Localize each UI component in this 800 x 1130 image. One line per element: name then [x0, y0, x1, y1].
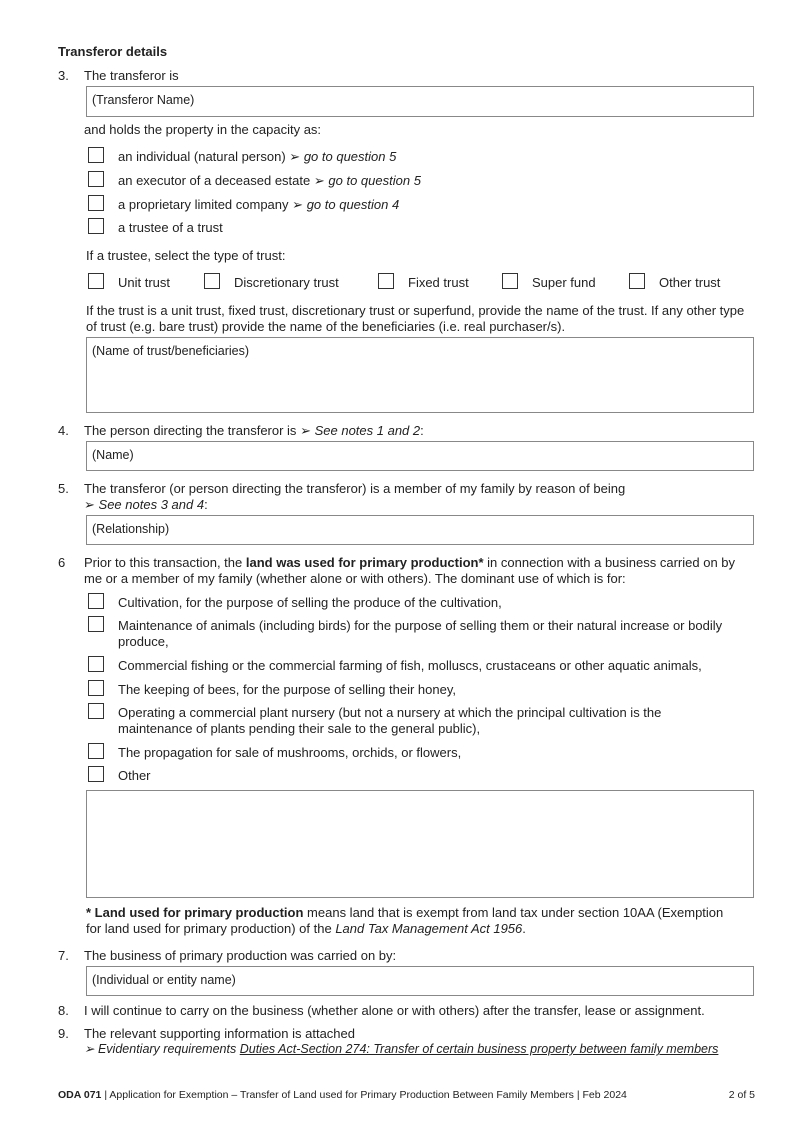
use-propagation-label: The propagation for sale of mushrooms, orchids, or flowers,: [118, 745, 462, 760]
use-other-label: Other: [118, 768, 151, 783]
trust-other-label: Other trust: [659, 275, 721, 290]
use-fishing-label: Commercial fishing or the commercial farming of fish, molluscs, crustaceans or other aquatic animals,: [118, 658, 702, 673]
capacity-text: and holds the property in the capacity as:: [84, 122, 322, 137]
use-animals-checkbox[interactable]: [88, 616, 104, 632]
other-use-field[interactable]: [86, 790, 754, 898]
use-bees-checkbox[interactable]: [88, 680, 104, 696]
use-animals-label: Maintenance of animals (including birds) for the purpose of selling them or their natural increase or bodily produce,: [118, 618, 723, 650]
capacity-trustee-label: a trustee of a trust: [118, 220, 223, 235]
use-cultivation-checkbox[interactable]: [88, 593, 104, 609]
trust-name-placeholder: (Name of trust/beneficiaries): [92, 344, 250, 358]
use-nursery-label: Operating a commercial plant nursery (but not a nursery at which the principal cultivation is the maintenance of plants pending their sale to the general public),: [118, 705, 662, 737]
arrow-icon: ➢: [292, 197, 304, 212]
capacity-company-checkbox[interactable]: [88, 195, 104, 211]
trust-type-prompt: If a trustee, select the type of trust:: [86, 248, 286, 263]
use-other-checkbox[interactable]: [88, 766, 104, 782]
form-title: Application for Exemption – Transfer of Land used for Primary Production Between Family Members: [109, 1089, 574, 1101]
transferor-name-field[interactable]: [86, 86, 754, 117]
business-operator-placeholder: (Individual or entity name): [92, 973, 236, 987]
capacity-company-label: a proprietary limited company ➢ go to question 4: [118, 197, 400, 212]
q9-text: The relevant supporting information is attached ➢ Evidentiary requirements Duties Act-Section 274: Transfer of certain business property between family members: [84, 1026, 719, 1057]
capacity-individual-checkbox[interactable]: [88, 147, 104, 163]
trust-name-prompt: If the trust is a unit trust, fixed trust, discretionary trust or superfund, provide the name of the trust. If any other type of trust (e.g. bare trust) provide the name of the beneficiaries (i.e. real purchaser/s).: [86, 303, 745, 335]
q3-number: 3.: [58, 68, 69, 83]
relationship-field[interactable]: [86, 515, 754, 545]
directing-person-placeholder: (Name): [92, 448, 134, 462]
q7-number: 7.: [58, 948, 69, 963]
trust-unit-label: Unit trust: [118, 275, 171, 290]
capacity-executor-checkbox[interactable]: [88, 171, 104, 187]
business-operator-field[interactable]: [86, 966, 754, 996]
use-nursery-checkbox[interactable]: [88, 703, 104, 719]
trust-super-label: Super fund: [532, 275, 596, 290]
q4-number: 4.: [58, 423, 69, 438]
directing-person-field[interactable]: [86, 441, 754, 471]
q5-text: The transferor (or person directing the transferor) is a member of my family by reason of being ➢ See notes 3 and 4:: [84, 481, 626, 513]
capacity-individual-label: an individual (natural person) ➢ go to question 5: [118, 149, 397, 164]
trust-name-field[interactable]: [86, 337, 754, 413]
capacity-trustee-checkbox[interactable]: [88, 218, 104, 234]
form-date: Feb 2024: [582, 1089, 627, 1101]
q7-text: The business of primary production was carried on by:: [84, 948, 397, 963]
use-fishing-checkbox[interactable]: [88, 656, 104, 672]
arrow-icon: ➢: [84, 1042, 95, 1057]
page-number: 2 of 5: [728, 1089, 755, 1101]
trust-discretionary-checkbox[interactable]: [204, 273, 220, 289]
q6-number: 6: [58, 555, 66, 570]
q8-text: I will continue to carry on the business (whether alone or with others) after the transfer, lease or assignment.: [84, 1003, 705, 1018]
form-reference: ODA 071: [58, 1089, 102, 1101]
trust-super-checkbox[interactable]: [502, 273, 518, 289]
use-propagation-checkbox[interactable]: [88, 743, 104, 759]
trust-discretionary-label: Discretionary trust: [234, 275, 339, 290]
section-heading: Transferor details: [58, 44, 168, 59]
trust-other-checkbox[interactable]: [629, 273, 645, 289]
duties-act-link[interactable]: Duties Act-Section 274: Transfer of certain business property between family members: [239, 1042, 719, 1057]
relationship-placeholder: (Relationship): [92, 522, 170, 536]
arrow-icon: ➢: [84, 497, 95, 513]
trust-fixed-label: Fixed trust: [408, 275, 469, 290]
capacity-executor-label: an executor of a deceased estate ➢ go to question 5: [118, 173, 421, 188]
q3-text: The transferor is: [84, 68, 179, 83]
arrow-icon: ➢: [313, 173, 325, 188]
transferor-name-placeholder: (Transferor Name): [92, 93, 195, 107]
use-cultivation-label: Cultivation, for the purpose of selling the produce of the cultivation,: [118, 595, 502, 610]
arrow-icon: ➢: [289, 149, 301, 164]
q5-number: 5.: [58, 481, 69, 496]
q4-text: The person directing the transferor is ➢ See notes 1 and 2:: [84, 423, 424, 438]
q9-number: 9.: [58, 1026, 69, 1041]
q8-number: 8.: [58, 1003, 69, 1018]
trust-fixed-checkbox[interactable]: [378, 273, 394, 289]
page-footer: ODA 071 | Application for Exemption – Transfer of Land used for Primary Production Between Family Members | Feb 2024 2 of 5: [58, 1089, 755, 1101]
trust-unit-checkbox[interactable]: [88, 273, 104, 289]
use-bees-label: The keeping of bees, for the purpose of selling their honey,: [118, 682, 456, 697]
q6-text: Prior to this transaction, the land was used for primary production* in connection with a business carried on by me or a member of my family (whether alone or with others). The dominant use of which is for:: [84, 555, 736, 587]
arrow-icon: ➢: [300, 423, 311, 438]
primary-production-definition: * Land used for primary production means land that is exempt from land tax under section 10AA (Exemption for land used for primary production) of the Land Tax Management Act 1956.: [86, 905, 724, 937]
